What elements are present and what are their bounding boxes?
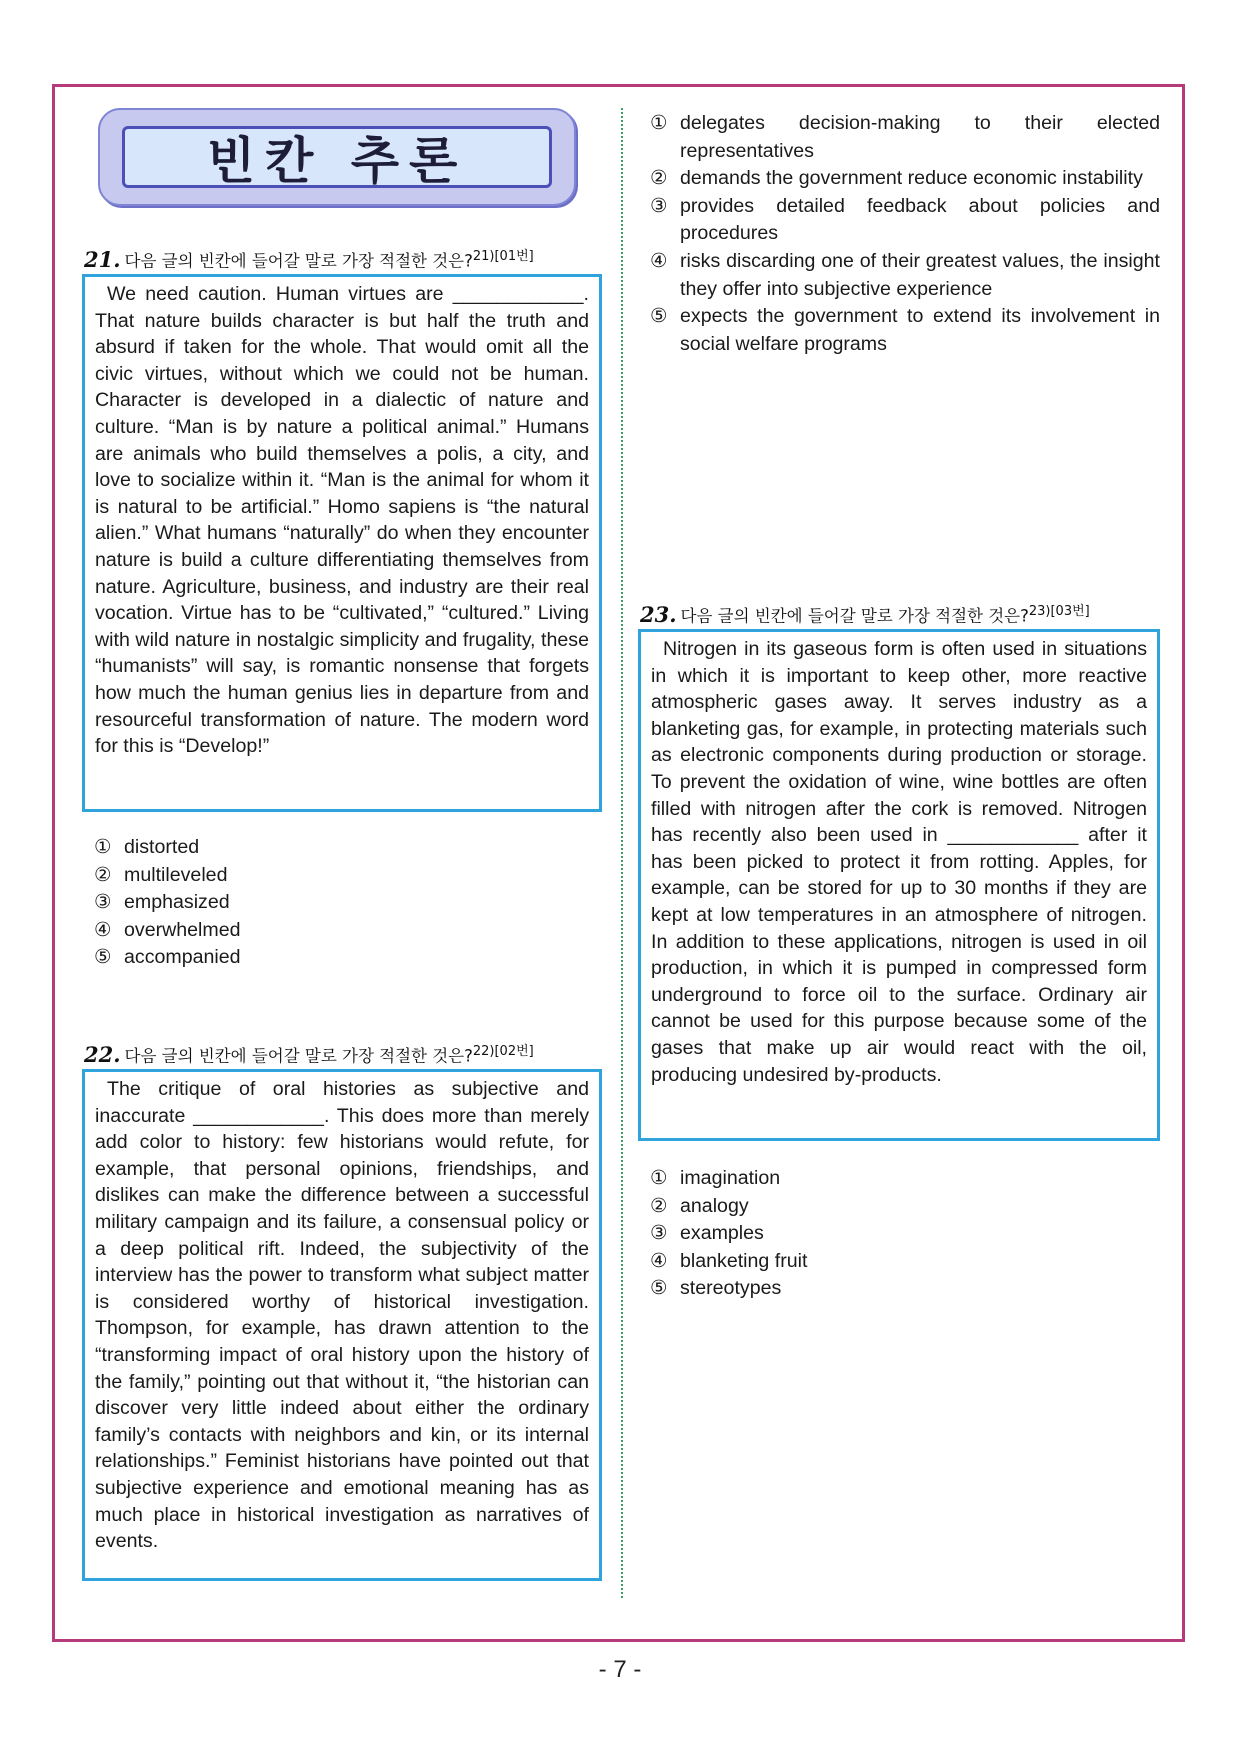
question-prompt: 다음 글의 빈칸에 들어갈 말로 가장 적절한 것은? <box>124 1046 473 1066</box>
option-marker: ② <box>94 863 112 886</box>
question-number: 23. <box>640 601 677 627</box>
option-text: accompanied <box>124 946 241 969</box>
option-1[interactable] <box>650 1165 1050 1193</box>
question-23-passage <box>638 629 1160 1141</box>
option-text: overwhelmed <box>124 918 241 941</box>
option-marker: ① <box>650 1167 668 1189</box>
option-text: blanketing fruit <box>680 1249 808 1272</box>
option-3[interactable] <box>650 1220 1050 1248</box>
question-22-heading <box>84 1040 534 1067</box>
option-text: examples <box>680 1222 764 1245</box>
question-21-heading <box>84 245 534 272</box>
option-4[interactable] <box>650 248 1160 303</box>
option-text: stereotypes <box>680 1277 782 1300</box>
option-marker: ④ <box>94 918 112 941</box>
option-3[interactable] <box>94 889 494 917</box>
option-marker: ① <box>650 112 668 134</box>
section-title-badge <box>98 108 576 206</box>
option-marker: ① <box>94 836 112 858</box>
question-21-passage <box>82 274 602 812</box>
option-marker: ④ <box>650 1249 668 1272</box>
option-text: delegates decision-making to their elected representatives <box>680 112 1160 162</box>
question-prompt: 다음 글의 빈칸에 들어갈 말로 가장 적절한 것은? <box>124 251 473 271</box>
option-4[interactable] <box>94 917 494 945</box>
option-text: multileveled <box>124 863 228 886</box>
question-number: 22. <box>84 1041 121 1067</box>
passage-text: We need caution. Human virtues are ____________. That nature builds character is but half the truth and absurd if taken for the whole. That would omit all the civic virtues, without which we could not be human. Character is developed in a dialectic of nature and culture. “Man is by nature a political animal.” Humans are animals who build themselves a polis, a city, and love to socialize within it. “Man is the animal for whom it is natural to be artificial.” Homo sapiens is “the natural alien.” What humans “naturally” do when they encounter nature is build a culture differentiating themselves from nature. Agriculture, business, and industry are their real vocation. Virtue has to be “cultivated,” “cultured.” Living with wild nature in nostalgic simplicity and frugality, these “humanists” will say, is romantic nonsense that forgets how much the human genius lies in departure from and resourceful transformation of nature. The modern word for this is “Develop!” <box>95 283 589 758</box>
passage-text: The critique of oral histories as subjective and inaccurate ____________. This does more than merely add color to history: few historians would refute, for example, that personal opinions, friendships, and dislikes can make the difference between a successful military campaign and its failure, a consensual policy or a deep political rift. Indeed, the subjectivity of the interview has the power to transform what subject matter is considered worthy of historical investigation. Thompson, for example, has drawn attention to the “transforming impact of oral history upon the history of the family,” pointing out that without it, “the historian can discover very little indeed about either the ordinary family’s contacts with neighbors and kin, or its internal relationships.” Feminist historians have pointed out that subjective experience and emotional meaning has as much place in historical investigation as narratives of events. <box>95 1078 589 1553</box>
option-marker: ③ <box>650 1222 668 1245</box>
question-21-options <box>94 834 494 972</box>
option-text: analogy <box>680 1194 749 1217</box>
column-divider <box>621 108 623 1598</box>
option-2[interactable] <box>650 1193 1050 1221</box>
question-22-passage <box>82 1069 602 1581</box>
option-5[interactable] <box>94 944 494 972</box>
option-text: emphasized <box>124 891 230 914</box>
option-1[interactable] <box>650 110 1160 165</box>
option-2[interactable] <box>94 862 494 890</box>
option-marker: ③ <box>94 891 112 914</box>
option-marker: ② <box>650 167 668 190</box>
option-text: imagination <box>680 1167 781 1189</box>
option-text: provides detailed feedback about policies and procedures <box>680 194 1160 245</box>
option-marker: ④ <box>650 249 668 272</box>
page-number: - 7 - <box>598 1656 642 1683</box>
option-4[interactable] <box>650 1248 1050 1276</box>
option-3[interactable] <box>650 193 1160 248</box>
question-source: 23)[03번] <box>1028 604 1090 619</box>
question-source: 22)[02번] <box>472 1044 534 1059</box>
option-marker: ⑤ <box>650 1277 668 1300</box>
option-2[interactable] <box>650 165 1160 193</box>
option-text: expects the government to extend its involvement in social welfare programs <box>680 305 1160 355</box>
question-22-options <box>650 110 1160 358</box>
option-marker: ⑤ <box>650 305 668 328</box>
question-23-options <box>650 1165 1050 1303</box>
section-title: 빈칸 추론 <box>206 132 468 190</box>
option-marker: ⑤ <box>94 946 112 969</box>
question-prompt: 다음 글의 빈칸에 들어갈 말로 가장 적절한 것은? <box>680 606 1029 626</box>
section-title-inner <box>122 126 552 188</box>
option-5[interactable] <box>650 1275 1050 1303</box>
option-text: risks discarding one of their greatest values, the insight they offer into subjective experience <box>680 249 1160 300</box>
question-number: 21. <box>84 246 121 272</box>
question-23-heading <box>640 600 1090 627</box>
passage-text: Nitrogen in its gaseous form is often used in situations in which it is important to keep other, more reactive atmospheric gases away. It serves industry as a blanketing gas, for example, in protecting materials such as electronic components during production or storage. To prevent the oxidation of wine, wine bottles are often filled with nitrogen after the cork is removed. Nitrogen has recently also been used in ____________ after it has been picked to protect it from rotting. Apples, for example, can be stored for up to 30 months if they are kept at low temperatures in an atmosphere of nitrogen. In addition to these applications, nitrogen is used in oil production, in which it is pumped in compressed form underground to force oil to the surface. Ordinary air cannot be used for this purpose because some of the gases that make up air would react with the oil, producing undesired by-products. <box>651 638 1147 1086</box>
option-marker: ③ <box>650 194 668 217</box>
option-5[interactable] <box>650 303 1160 358</box>
option-text: distorted <box>124 836 200 858</box>
question-source: 21)[01번] <box>472 249 534 264</box>
option-marker: ② <box>650 1194 668 1217</box>
option-1[interactable] <box>94 834 494 862</box>
option-text: demands the government reduce economic instability <box>680 167 1143 190</box>
